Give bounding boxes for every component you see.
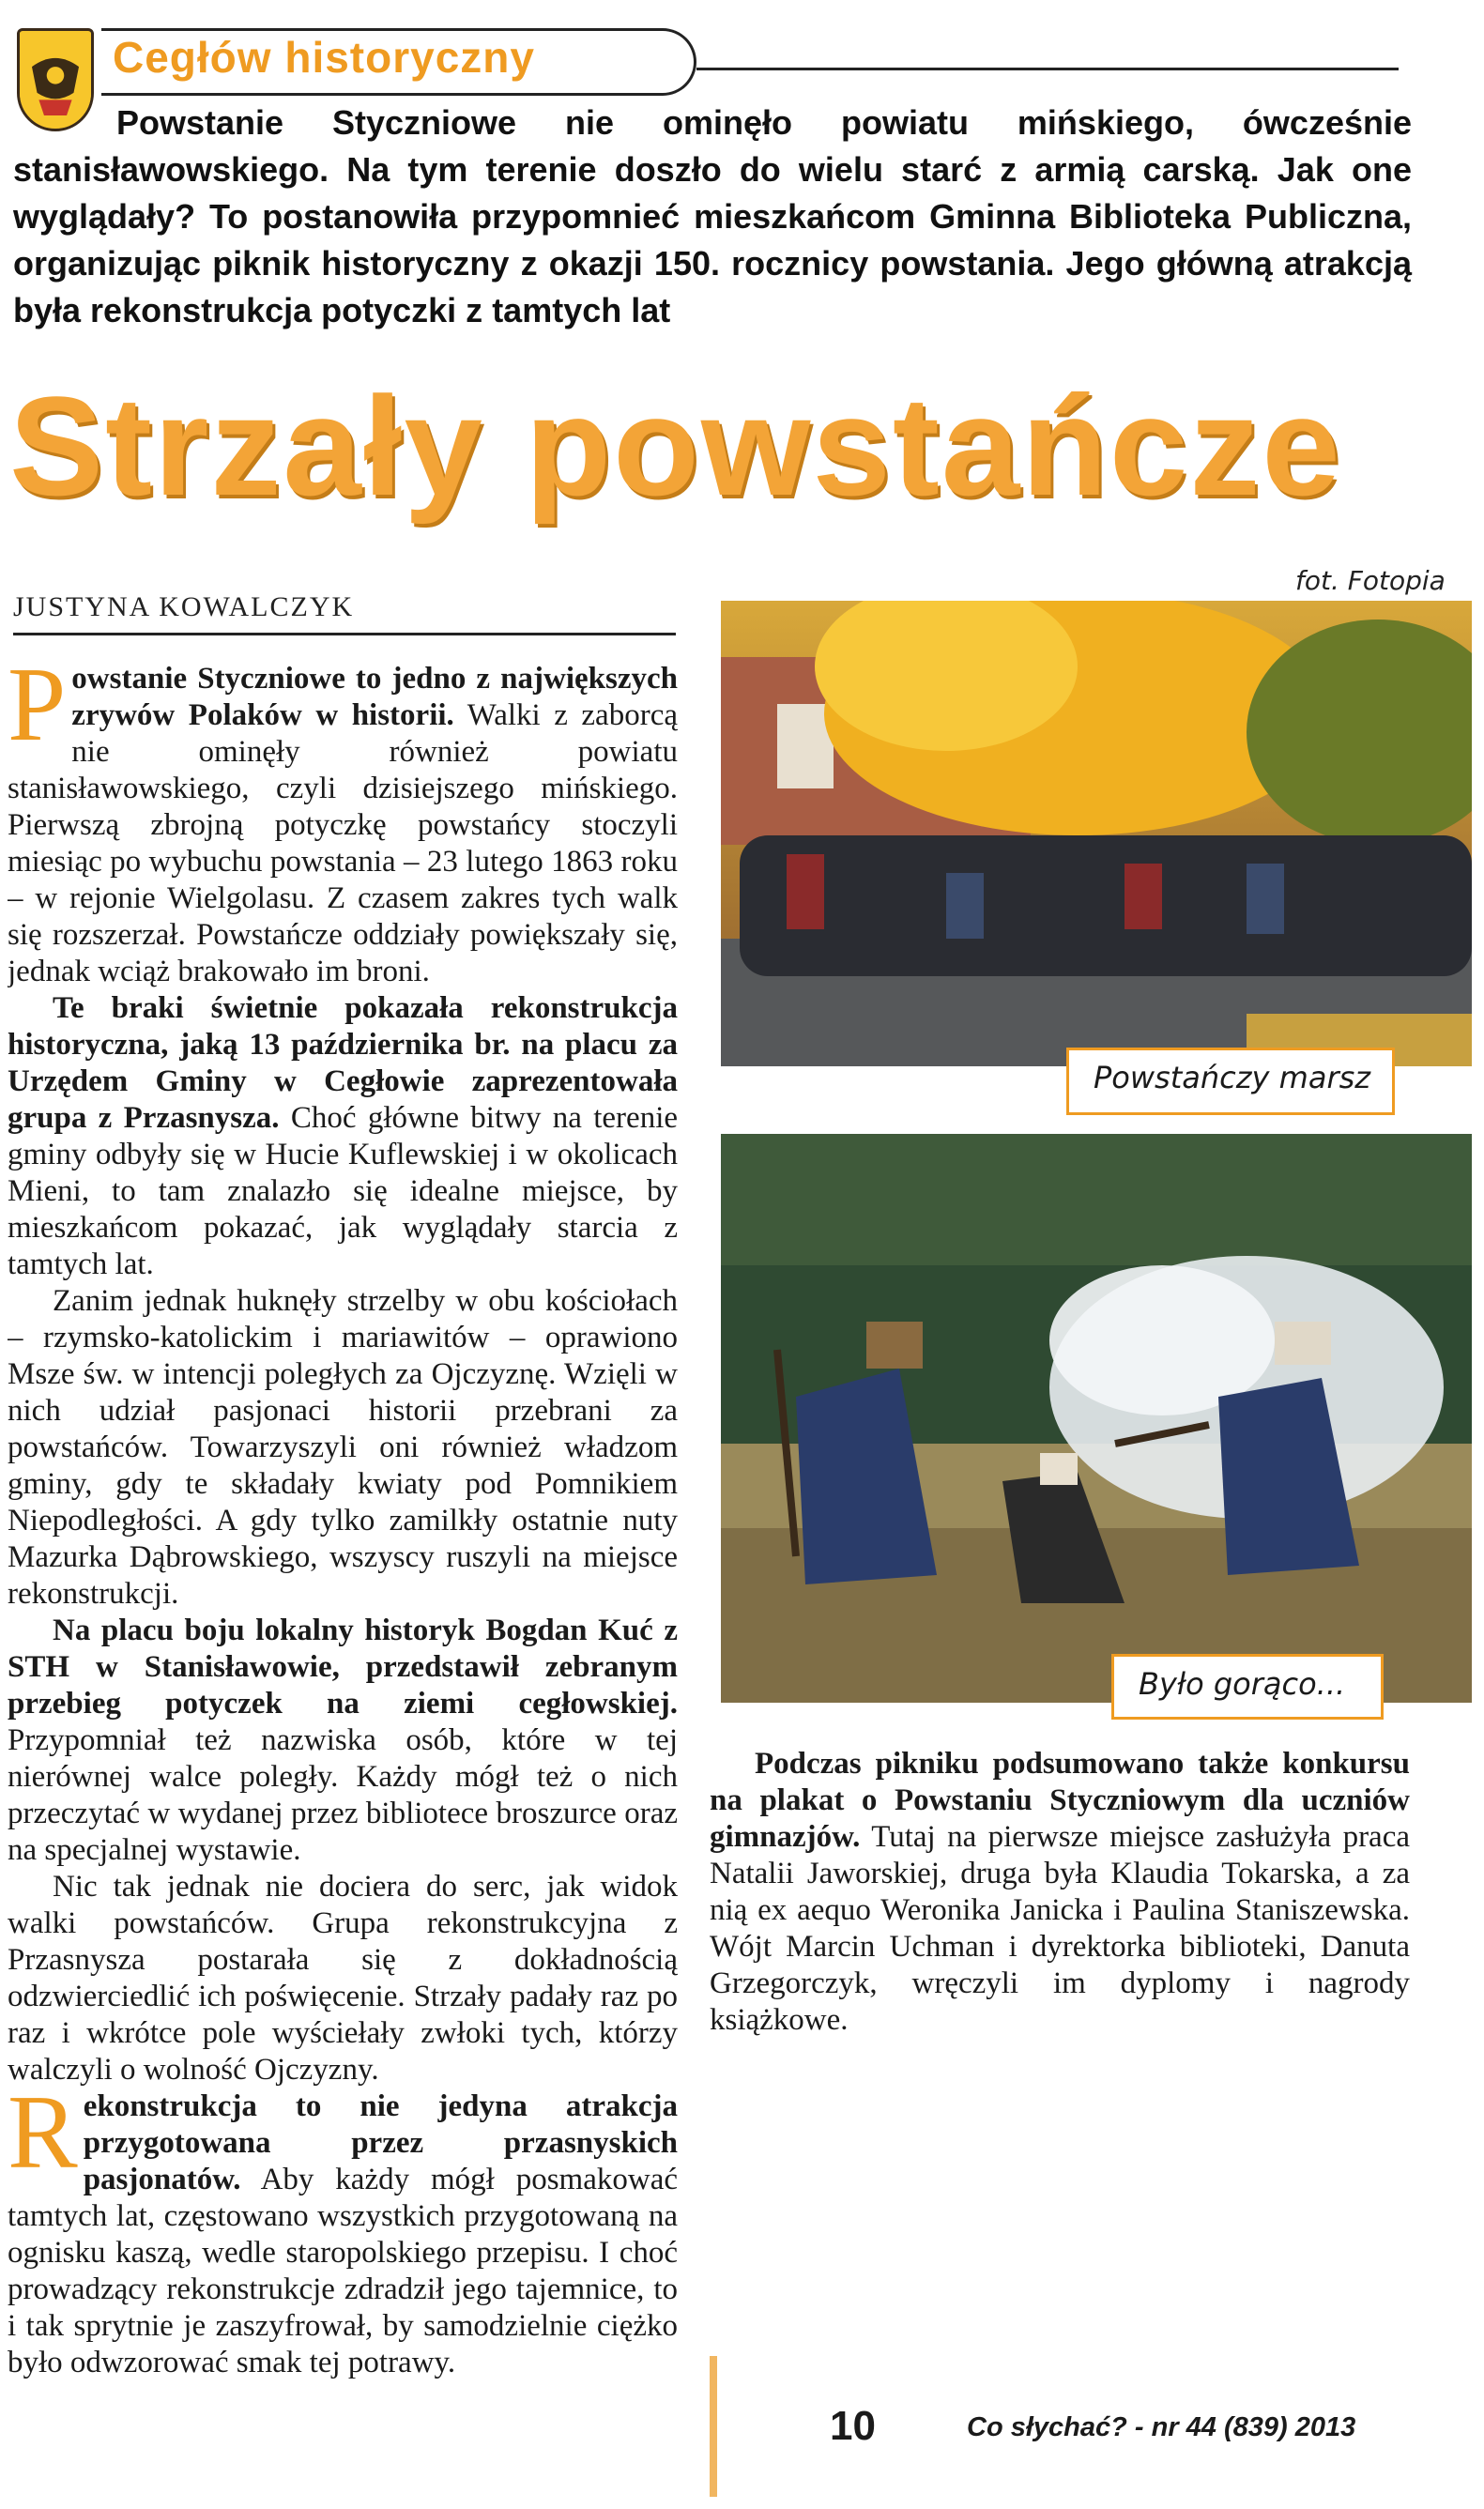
paragraph-6-text: Aby każdy mógł posmakować tamtych lat, częstowano wszystkich przygotowaną na ognisku kaszą, wedle staropolskiego przepisu. I choć prowadzący rekonstrukcje zdradził jego tajemnice, to i tak sprytnie je zaszyfrował, by samodzielnie ciężko było odwzorować smak tej potrawy.: [8, 2163, 678, 2379]
paragraph-1: [8, 661, 678, 990]
paragraph-2: [8, 990, 678, 1283]
author-byline: JUSTYNA KOWALCZYK: [13, 591, 676, 635]
article-headline: Strzały powstańcze: [9, 367, 1342, 525]
paragraph-7-bold: Podczas pikniku podsumowano także konkursu na plakat o Powstaniu Styczniowym dla uczniów gimnazjów.: [710, 1747, 1410, 1854]
article-column-left: [8, 661, 678, 2489]
paragraph-6-bold: ekonstrukcja to nie jedyna atrakcja przygotowana przez przasnyskich pasjonatów.: [83, 2089, 678, 2196]
footer-accent-bar: [710, 2356, 717, 2497]
paragraph-1-text: Walki z zaborcą nie ominęły również powiatu stanisławowskiego, czyli dzisiejszego mińskiego. Pierwszą zbrojną potyczkę powstańcy stoczyli miesiąc po wybuchu powstania – 23 lutego 1863 roku – w rejonie Wielgolasu. Z czasem zakres tych walk się rozszerzał. Powstańcze oddziały powiększały się, jednak wciąż brakowało im broni.: [8, 698, 678, 988]
header-rule: [696, 68, 1399, 70]
paragraph-7-text: Tutaj na pierwsze miejsce zasłużyła praca Natalii Jaworskiej, druga była Klaudia Tokarska, a za nią ex aequo Weronika Janicka i Paulina Staniszewska. Wójt Marcin Uchman i dyrektorka biblioteki, Danuta Grzegorczyk, wręczyli im dyplomy i nagrody książkowe.: [710, 1820, 1410, 2037]
paragraph-4: [8, 1613, 678, 1869]
photo-caption: Było gorąco...: [1111, 1654, 1384, 1720]
section-title: Cegłów historyczny: [113, 33, 535, 82]
magazine-issue: Co słychać? - nr 44 (839) 2013: [967, 2412, 1356, 2442]
paragraph-2-text: Choć główne bitwy na terenie gminy odbyły się w Hucie Kuflewskiej i w okolicach Mieni, to tam znalazło się idealne miejsce, by mieszkańcom pokazać, jak wyglądały starcia z tamtych lat.: [8, 1101, 678, 1281]
paragraph-3: Zanim jednak huknęły strzelby w obu kościołach – rzymsko-katolickim i mariawitów – oprawiono Msze św. w intencji poległych za Ojczyznę. Wzięli w nich udział pasjonaci historii przebrani za powstańców. Towarzyszyli oni również władzom gminy, gdy te składały kwiaty pod Pomnikiem Niepodległości. A gdy tylko zamilkły ostatnie nuty Mazurka Dąbrowskiego, wszyscy ruszyli na miejsce rekonstrukcji.: [8, 1284, 678, 1611]
paragraph-2-bold: Te braki świetnie pokazała rekonstrukcja historyczna, jaką 13 października br. na placu za Urzędem Gminy w Cegłowie zaprezentowała grupa z Przasnysza.: [8, 991, 678, 1135]
dropcap: R: [8, 2074, 78, 2191]
dropcap: P: [8, 661, 67, 763]
paragraph-1-bold: owstanie Styczniowe to jedno z największych zrywów Polaków w historii.: [71, 662, 678, 732]
paragraph-4-bold: Na placu boju lokalny historyk Bogdan Kuć z STH w Stanisławowie, przedstawił zebranym przebieg potyczek na ziemi cegłowskiej.: [8, 1614, 678, 1721]
page-number: 10: [830, 2403, 876, 2449]
photo-caption: Powstańczy marsz: [1066, 1048, 1395, 1115]
photo-battle: [721, 1134, 1472, 1703]
paragraph-5: Nic tak jednak nie dociera do serc, jak widok walki powstańców. Grupa rekonstrukcyjna z Przasnysza postarała się z dokładnością odzwierciedlić ich poświęcenie. Strzały padały raz po raz i wkrótce pole wyściełały zwłoki tych, którzy walczyli o wolność Ojczyzny.: [8, 1870, 678, 2087]
paragraph-7: [710, 1746, 1410, 2039]
photo-march: [721, 601, 1472, 1066]
photo-credit: fot. Fotopia: [1295, 565, 1446, 596]
article-lead: Powstanie Styczniowe nie ominęło powiatu mińskiego, ówcześnie stanisławowskiego. Na tym terenie doszło do wielu starć z armią carską. Jak one wyglądały? To postanowiła przypomnieć mieszkańcom Gminna Biblioteka Publiczna, organizując piknik historyczny z okazji 150. rocznicy powstania. Jego główną atrakcją była rekonstrukcja potyczki z tamtych lat: [13, 103, 1412, 329]
paragraph-6: [8, 2074, 678, 2381]
paragraph-4-text: Przypomniał też nazwiska osób, które w tej nierównej walce poległy. Każdy mógł też o nich przeczytać w wydanej przez bibliotece broszurce oraz na specjalnej wystawie.: [8, 1723, 678, 1867]
article-column-right: [710, 1746, 1410, 2309]
